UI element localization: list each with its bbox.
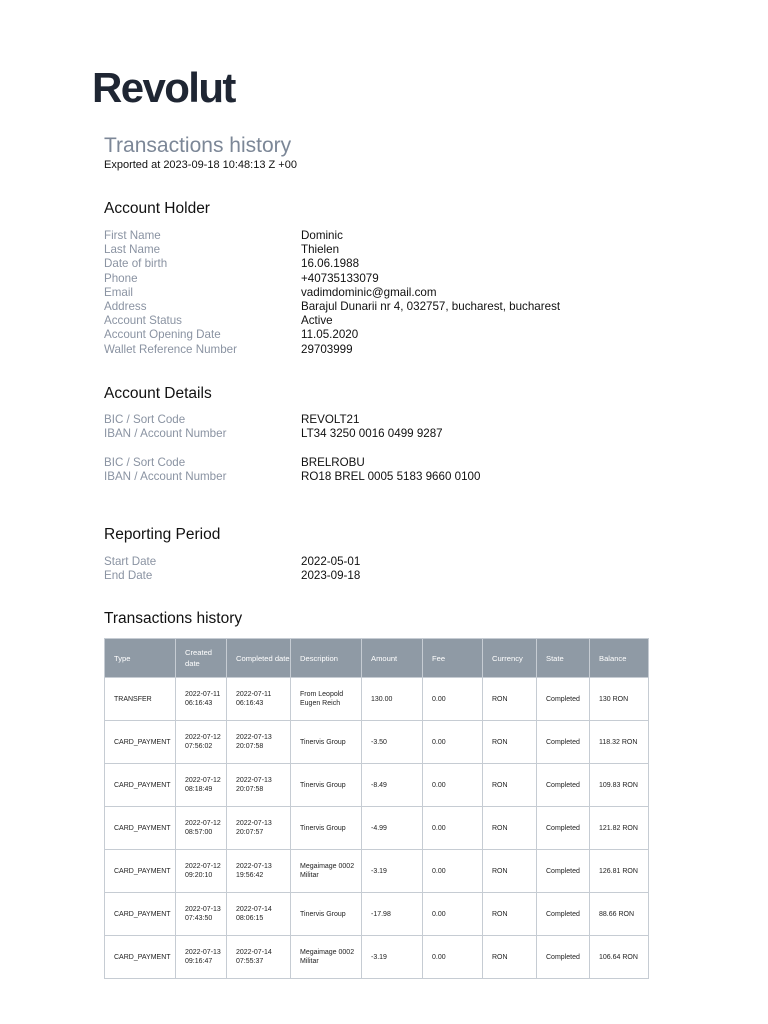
cell-created-date: 2022-07-12 08:18:49 (176, 764, 227, 807)
field-label: Date of birth (104, 257, 168, 271)
account-holder-list (104, 229, 664, 357)
field-value: BRELROBU (301, 455, 365, 469)
cell-completed-date: 2022-07-11 06:16:43 (227, 678, 291, 721)
cell-fee: 0.00 (423, 807, 483, 850)
cell-description: Megaimage 0002 Militar (291, 850, 362, 893)
cell-fee: 0.00 (423, 936, 483, 979)
cell-balance: 109.83 RON (590, 764, 649, 807)
cell-fee: 0.00 (423, 893, 483, 936)
cell-balance: 121.82 RON (590, 807, 649, 850)
column-header-description: Description (291, 639, 362, 678)
iban-row (104, 470, 664, 484)
cell-fee: 0.00 (423, 678, 483, 721)
field-label: Phone (104, 271, 138, 285)
field-value: 11.05.2020 (301, 328, 359, 342)
cell-currency: RON (483, 721, 537, 764)
field-value: 2022-05-01 (301, 555, 361, 568)
iban-row (104, 427, 664, 441)
cell-state: Completed (537, 850, 590, 893)
cell-completed-date: 2022-07-13 20:07:58 (227, 764, 291, 807)
field-label: Address (104, 299, 147, 313)
cell-currency: RON (483, 936, 537, 979)
cell-currency: RON (483, 678, 537, 721)
table-row (105, 850, 649, 893)
cell-amount: -3.50 (362, 721, 423, 764)
field-value: vadimdominic@gmail.com (301, 285, 437, 299)
bic-row (104, 413, 664, 427)
cell-description: Tinervis Group (291, 807, 362, 850)
cell-balance: 118.32 RON (590, 721, 649, 764)
table-row (105, 936, 649, 979)
date-of-birth-row (104, 257, 664, 271)
last-name-row (104, 243, 664, 257)
cell-state: Completed (537, 893, 590, 936)
table-row (105, 764, 649, 807)
cell-type: TRANSFER (105, 678, 176, 721)
cell-created-date: 2022-07-13 07:43:50 (176, 893, 227, 936)
account-details-heading: Account Details (104, 385, 212, 402)
cell-amount: -3.19 (362, 850, 423, 893)
export-timestamp: Exported at 2023-09-18 10:48:13 Z +00 (104, 159, 297, 171)
field-value: REVOLT21 (301, 413, 360, 426)
column-header-currency: Currency (483, 639, 537, 678)
field-value: Dominic (301, 229, 343, 242)
field-label: BIC / Sort Code (104, 455, 186, 469)
cell-created-date: 2022-07-12 08:57:00 (176, 807, 227, 850)
field-label: First Name (104, 229, 161, 242)
reporting-period-heading: Reporting Period (104, 526, 221, 543)
cell-type: CARD_PAYMENT (105, 764, 176, 807)
cell-created-date: 2022-07-13 09:16:47 (176, 936, 227, 979)
transactions-heading: Transactions history (104, 610, 243, 627)
cell-description: Tinervis Group (291, 721, 362, 764)
field-label: IBAN / Account Number (104, 469, 227, 483)
table-header-row (105, 639, 649, 678)
field-value: RO18 BREL 0005 5183 9660 0100 (301, 469, 481, 483)
cell-balance: 88.66 RON (590, 893, 649, 936)
account-holder-heading: Account Holder (104, 200, 210, 217)
column-header-fee: Fee (423, 639, 483, 678)
cell-completed-date: 2022-07-14 08:06:15 (227, 893, 291, 936)
cell-amount: -3.19 (362, 936, 423, 979)
cell-completed-date: 2022-07-13 19:56:42 (227, 850, 291, 893)
reporting-period-list (104, 555, 664, 583)
field-label: Account Status (104, 314, 182, 328)
first-name-row (104, 229, 664, 243)
cell-description: Megaimage 0002 Militar (291, 936, 362, 979)
cell-created-date: 2022-07-11 06:16:43 (176, 678, 227, 721)
column-header-amount: Amount (362, 639, 423, 678)
start-date-row (104, 555, 664, 569)
address-row (104, 300, 664, 314)
cell-balance: 130 RON (590, 678, 649, 721)
column-header-created-date: Created date (176, 639, 227, 678)
table-row (105, 678, 649, 721)
cell-amount: 130.00 (362, 678, 423, 721)
cell-created-date: 2022-07-12 09:20:10 (176, 850, 227, 893)
cell-completed-date: 2022-07-14 07:55:37 (227, 936, 291, 979)
cell-state: Completed (537, 721, 590, 764)
field-value: +40735133079 (301, 271, 379, 285)
cell-state: Completed (537, 678, 590, 721)
field-label: End Date (104, 569, 153, 583)
cell-currency: RON (483, 850, 537, 893)
cell-amount: -8.49 (362, 764, 423, 807)
account-status-row (104, 314, 664, 328)
table-row (105, 893, 649, 936)
field-label: Account Opening Date (104, 328, 221, 342)
field-value: 29703999 (301, 342, 353, 356)
column-header-balance: Balance (590, 639, 649, 678)
cell-currency: RON (483, 764, 537, 807)
cell-amount: -4.99 (362, 807, 423, 850)
cell-completed-date: 2022-07-13 20:07:58 (227, 721, 291, 764)
transactions-table (104, 638, 649, 979)
bic-row (104, 456, 664, 470)
cell-created-date: 2022-07-12 07:56:02 (176, 721, 227, 764)
field-label: Last Name (104, 243, 161, 257)
field-label: Email (104, 285, 133, 299)
cell-state: Completed (537, 764, 590, 807)
cell-fee: 0.00 (423, 764, 483, 807)
revolut-logo: Revolut (92, 64, 235, 111)
field-label: IBAN / Account Number (104, 427, 227, 441)
email-row (104, 286, 664, 300)
cell-fee: 0.00 (423, 721, 483, 764)
cell-balance: 126.81 RON (590, 850, 649, 893)
account-opening-date-row (104, 328, 664, 342)
cell-description: Tinervis Group (291, 893, 362, 936)
field-value: 2023-09-18 (301, 569, 361, 583)
cell-type: CARD_PAYMENT (105, 936, 176, 979)
cell-type: CARD_PAYMENT (105, 721, 176, 764)
cell-state: Completed (537, 936, 590, 979)
wallet-reference-row (104, 343, 664, 357)
cell-completed-date: 2022-07-13 20:07:57 (227, 807, 291, 850)
field-value: Active (301, 314, 333, 328)
cell-description: Tinervis Group (291, 764, 362, 807)
phone-row (104, 272, 664, 286)
cell-amount: -17.98 (362, 893, 423, 936)
column-header-state: State (537, 639, 590, 678)
field-value: LT34 3250 0016 0499 9287 (301, 427, 443, 441)
account-details-list (104, 413, 664, 484)
cell-type: CARD_PAYMENT (105, 893, 176, 936)
column-header-completed-date: Completed date (227, 639, 291, 678)
column-header-type: Type (105, 639, 176, 678)
field-label: BIC / Sort Code (104, 413, 186, 426)
field-label: Wallet Reference Number (104, 342, 237, 356)
field-value: Barajul Dunarii nr 4, 032757, bucharest, bucharest (301, 299, 561, 313)
cell-type: CARD_PAYMENT (105, 807, 176, 850)
field-value: Thielen (301, 243, 340, 257)
cell-fee: 0.00 (423, 850, 483, 893)
cell-balance: 106.64 RON (590, 936, 649, 979)
cell-currency: RON (483, 807, 537, 850)
field-label: Start Date (104, 555, 157, 568)
end-date-row (104, 569, 664, 583)
field-value: 16.06.1988 (301, 257, 360, 271)
table-row (105, 807, 649, 850)
cell-type: CARD_PAYMENT (105, 850, 176, 893)
cell-currency: RON (483, 893, 537, 936)
cell-state: Completed (537, 807, 590, 850)
cell-description: From Leopold Eugen Reich (291, 678, 362, 721)
table-row (105, 721, 649, 764)
page-title: Transactions history (104, 134, 292, 157)
